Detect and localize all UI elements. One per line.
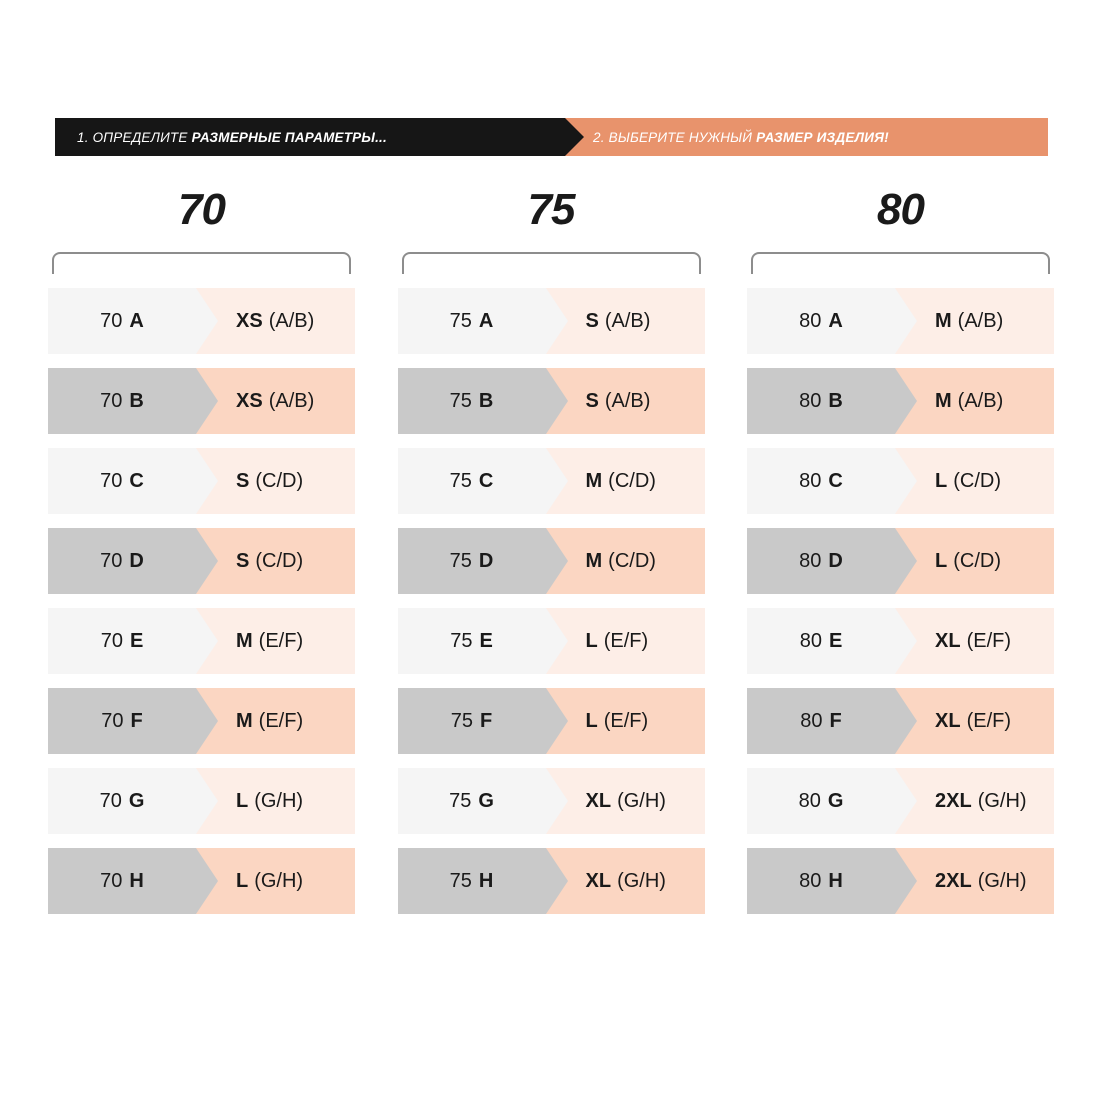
cup-value: G	[827, 789, 844, 812]
size-column-80	[747, 182, 1054, 928]
intl-cups-value: (E/F)	[966, 709, 1011, 732]
size-column-75	[398, 182, 705, 928]
band-value: 75	[449, 549, 472, 572]
size-cell-international	[895, 848, 1054, 914]
cup-value: B	[478, 389, 494, 412]
size-cell-local	[48, 768, 196, 834]
intl-size-value: 2XL	[935, 869, 972, 892]
intl-size-value: M	[935, 309, 952, 332]
size-cell-local	[747, 368, 895, 434]
band-value: 80	[799, 389, 822, 412]
size-cell-international	[546, 368, 705, 434]
size-row	[398, 448, 705, 514]
size-cell-local	[398, 848, 546, 914]
step-1-light-text: 1. ОПРЕДЕЛИТЕ	[77, 129, 188, 145]
band-value: 70	[100, 309, 123, 332]
intl-size-value: L	[935, 549, 948, 572]
intl-cups-value: (G/H)	[977, 869, 1027, 892]
band-value: 80	[799, 629, 822, 652]
intl-size-value: S	[585, 389, 599, 412]
size-cell-international	[546, 688, 705, 754]
band-value: 70	[100, 389, 123, 412]
intl-cups-value: (C/D)	[608, 469, 656, 492]
size-row	[398, 608, 705, 674]
band-value: 75	[449, 789, 472, 812]
cup-value: E	[129, 629, 144, 652]
intl-size-value: S	[236, 469, 250, 492]
cup-value: C	[129, 469, 144, 492]
intl-size-value: XL	[585, 789, 612, 812]
size-row	[747, 368, 1054, 434]
band-value: 75	[449, 869, 472, 892]
intl-cups-value: (G/H)	[617, 789, 666, 812]
size-cell-international	[546, 608, 705, 674]
intl-cups-value: (C/D)	[255, 469, 304, 492]
cup-value: H	[478, 869, 494, 892]
cup-value: A	[828, 309, 843, 332]
cup-value: E	[828, 629, 843, 652]
size-row	[747, 848, 1054, 914]
intl-size-value: L	[935, 469, 948, 492]
band-value: 75	[450, 629, 473, 652]
band-value: 80	[799, 469, 822, 492]
intl-cups-value: (G/H)	[254, 789, 304, 812]
column-title: 80	[877, 185, 924, 234]
size-cell-local	[398, 688, 546, 754]
size-cell-international	[546, 528, 705, 594]
step-2-bold-text: РАЗМЕР ИЗДЕЛИЯ!	[756, 129, 889, 145]
size-cell-international	[546, 848, 705, 914]
size-row	[747, 528, 1054, 594]
intl-cups-value: (E/F)	[603, 709, 649, 732]
intl-size-value: S	[236, 549, 250, 572]
band-value: 70	[101, 709, 124, 732]
size-row	[398, 688, 705, 754]
intl-size-value: S	[585, 309, 599, 332]
size-cell-local	[48, 528, 196, 594]
size-cell-international	[895, 688, 1054, 754]
band-value: 80	[799, 869, 822, 892]
size-row	[747, 288, 1054, 354]
column-title: 70	[178, 185, 225, 234]
cup-value: E	[479, 629, 493, 652]
size-row	[747, 608, 1054, 674]
band-value: 80	[800, 709, 823, 732]
cup-value: B	[129, 389, 144, 412]
size-row	[398, 768, 705, 834]
band-value: 70	[99, 789, 122, 812]
size-cell-international	[196, 448, 355, 514]
size-cell-local	[398, 528, 546, 594]
step-1-bold-text: РАЗМЕРНЫЕ ПАРАМЕТРЫ...	[191, 129, 387, 145]
size-row	[48, 688, 355, 754]
cup-value: G	[478, 789, 494, 812]
size-cell-international	[196, 848, 355, 914]
size-cell-local	[48, 368, 196, 434]
size-cell-local	[48, 608, 196, 674]
intl-size-value: M	[585, 469, 603, 492]
size-cell-international	[546, 768, 705, 834]
step-2	[555, 118, 1048, 156]
intl-size-value: XS	[236, 309, 263, 332]
intl-cups-value: (E/F)	[603, 629, 649, 652]
intl-cups-value: (A/B)	[957, 389, 1004, 412]
cup-value: D	[129, 549, 144, 572]
size-cell-international	[196, 368, 355, 434]
intl-cups-value: (C/D)	[953, 469, 1001, 492]
size-row	[48, 368, 355, 434]
size-cell-local	[398, 288, 546, 354]
cup-value: C	[478, 469, 494, 492]
size-cell-local	[747, 768, 895, 834]
size-cell-local	[398, 448, 546, 514]
intl-cups-value: (G/H)	[617, 869, 666, 892]
intl-size-value: M	[585, 549, 603, 572]
cup-value: F	[829, 709, 842, 732]
intl-cups-value: (G/H)	[977, 789, 1027, 812]
size-cell-international	[196, 288, 355, 354]
size-cell-local	[747, 448, 895, 514]
intl-cups-value: (E/F)	[966, 629, 1011, 652]
size-cell-international	[895, 528, 1054, 594]
cup-value: A	[478, 309, 494, 332]
band-value: 75	[449, 309, 472, 332]
intl-size-value: XL	[585, 869, 612, 892]
intl-cups-value: (A/B)	[604, 309, 651, 332]
intl-cups-value: (A/B)	[268, 389, 315, 412]
size-columns	[48, 182, 1054, 928]
size-cell-international	[546, 448, 705, 514]
cup-value: H	[129, 869, 144, 892]
intl-cups-value: (A/B)	[957, 309, 1004, 332]
size-cell-international	[546, 288, 705, 354]
cup-value: D	[478, 549, 494, 572]
size-cell-local	[398, 368, 546, 434]
size-cell-local	[48, 848, 196, 914]
size-cell-international	[196, 528, 355, 594]
size-cell-local	[398, 608, 546, 674]
cup-value: D	[828, 549, 843, 572]
size-cell-international	[895, 448, 1054, 514]
size-row	[48, 848, 355, 914]
band-value: 80	[798, 789, 821, 812]
size-cell-international	[196, 608, 355, 674]
steps-banner	[55, 118, 1048, 156]
band-value: 75	[449, 469, 472, 492]
size-row	[398, 368, 705, 434]
size-row	[747, 448, 1054, 514]
cup-value: H	[828, 869, 843, 892]
size-cell-local	[747, 848, 895, 914]
size-cell-local	[48, 448, 196, 514]
size-cell-international	[895, 288, 1054, 354]
column-bracket	[402, 252, 701, 274]
intl-size-value: XL	[935, 629, 961, 652]
size-cell-local	[48, 688, 196, 754]
size-row	[747, 768, 1054, 834]
size-row	[48, 528, 355, 594]
size-cell-local	[398, 768, 546, 834]
intl-size-value: L	[585, 709, 598, 732]
size-cell-international	[895, 608, 1054, 674]
size-row	[398, 528, 705, 594]
intl-cups-value: (E/F)	[258, 709, 304, 732]
column-bracket	[751, 252, 1050, 274]
size-cell-international	[895, 768, 1054, 834]
intl-size-value: M	[236, 629, 253, 652]
band-value: 70	[100, 469, 123, 492]
intl-cups-value: (A/B)	[604, 389, 651, 412]
size-row	[48, 768, 355, 834]
column-title: 75	[527, 185, 575, 234]
band-value: 70	[100, 549, 123, 572]
intl-cups-value: (G/H)	[254, 869, 304, 892]
intl-size-value: M	[236, 709, 253, 732]
size-column-70	[48, 182, 355, 928]
size-cell-international	[196, 768, 355, 834]
size-row	[48, 288, 355, 354]
size-cell-international	[196, 688, 355, 754]
intl-cups-value: (E/F)	[258, 629, 304, 652]
band-value: 80	[799, 549, 822, 572]
size-cell-local	[747, 688, 895, 754]
band-value: 75	[449, 389, 472, 412]
step-1	[55, 118, 565, 156]
cup-value: G	[128, 789, 145, 812]
cup-value: F	[130, 709, 143, 732]
size-cell-local	[48, 288, 196, 354]
intl-size-value: L	[236, 789, 249, 812]
size-cell-local	[747, 608, 895, 674]
intl-size-value: XL	[935, 709, 961, 732]
intl-size-value: L	[585, 629, 598, 652]
intl-cups-value: (C/D)	[255, 549, 304, 572]
size-row	[747, 688, 1054, 754]
cup-value: B	[828, 389, 843, 412]
size-row	[398, 848, 705, 914]
size-cell-international	[895, 368, 1054, 434]
band-value: 70	[100, 629, 123, 652]
intl-size-value: L	[236, 869, 249, 892]
intl-cups-value: (C/D)	[953, 549, 1001, 572]
intl-size-value: M	[935, 389, 952, 412]
cup-value: F	[480, 709, 493, 732]
band-value: 70	[100, 869, 123, 892]
size-cell-local	[747, 528, 895, 594]
size-row	[48, 608, 355, 674]
intl-size-value: 2XL	[935, 789, 972, 812]
step-2-light-text: 2. ВЫБЕРИТЕ НУЖНЫЙ	[593, 129, 753, 145]
size-cell-local	[747, 288, 895, 354]
intl-cups-value: (A/B)	[268, 309, 315, 332]
cup-value: C	[828, 469, 843, 492]
size-row	[48, 448, 355, 514]
intl-cups-value: (C/D)	[608, 549, 656, 572]
band-value: 80	[799, 309, 822, 332]
intl-size-value: XS	[236, 389, 263, 412]
size-row	[398, 288, 705, 354]
column-bracket	[52, 252, 351, 274]
band-value: 75	[450, 709, 474, 732]
cup-value: A	[129, 309, 144, 332]
